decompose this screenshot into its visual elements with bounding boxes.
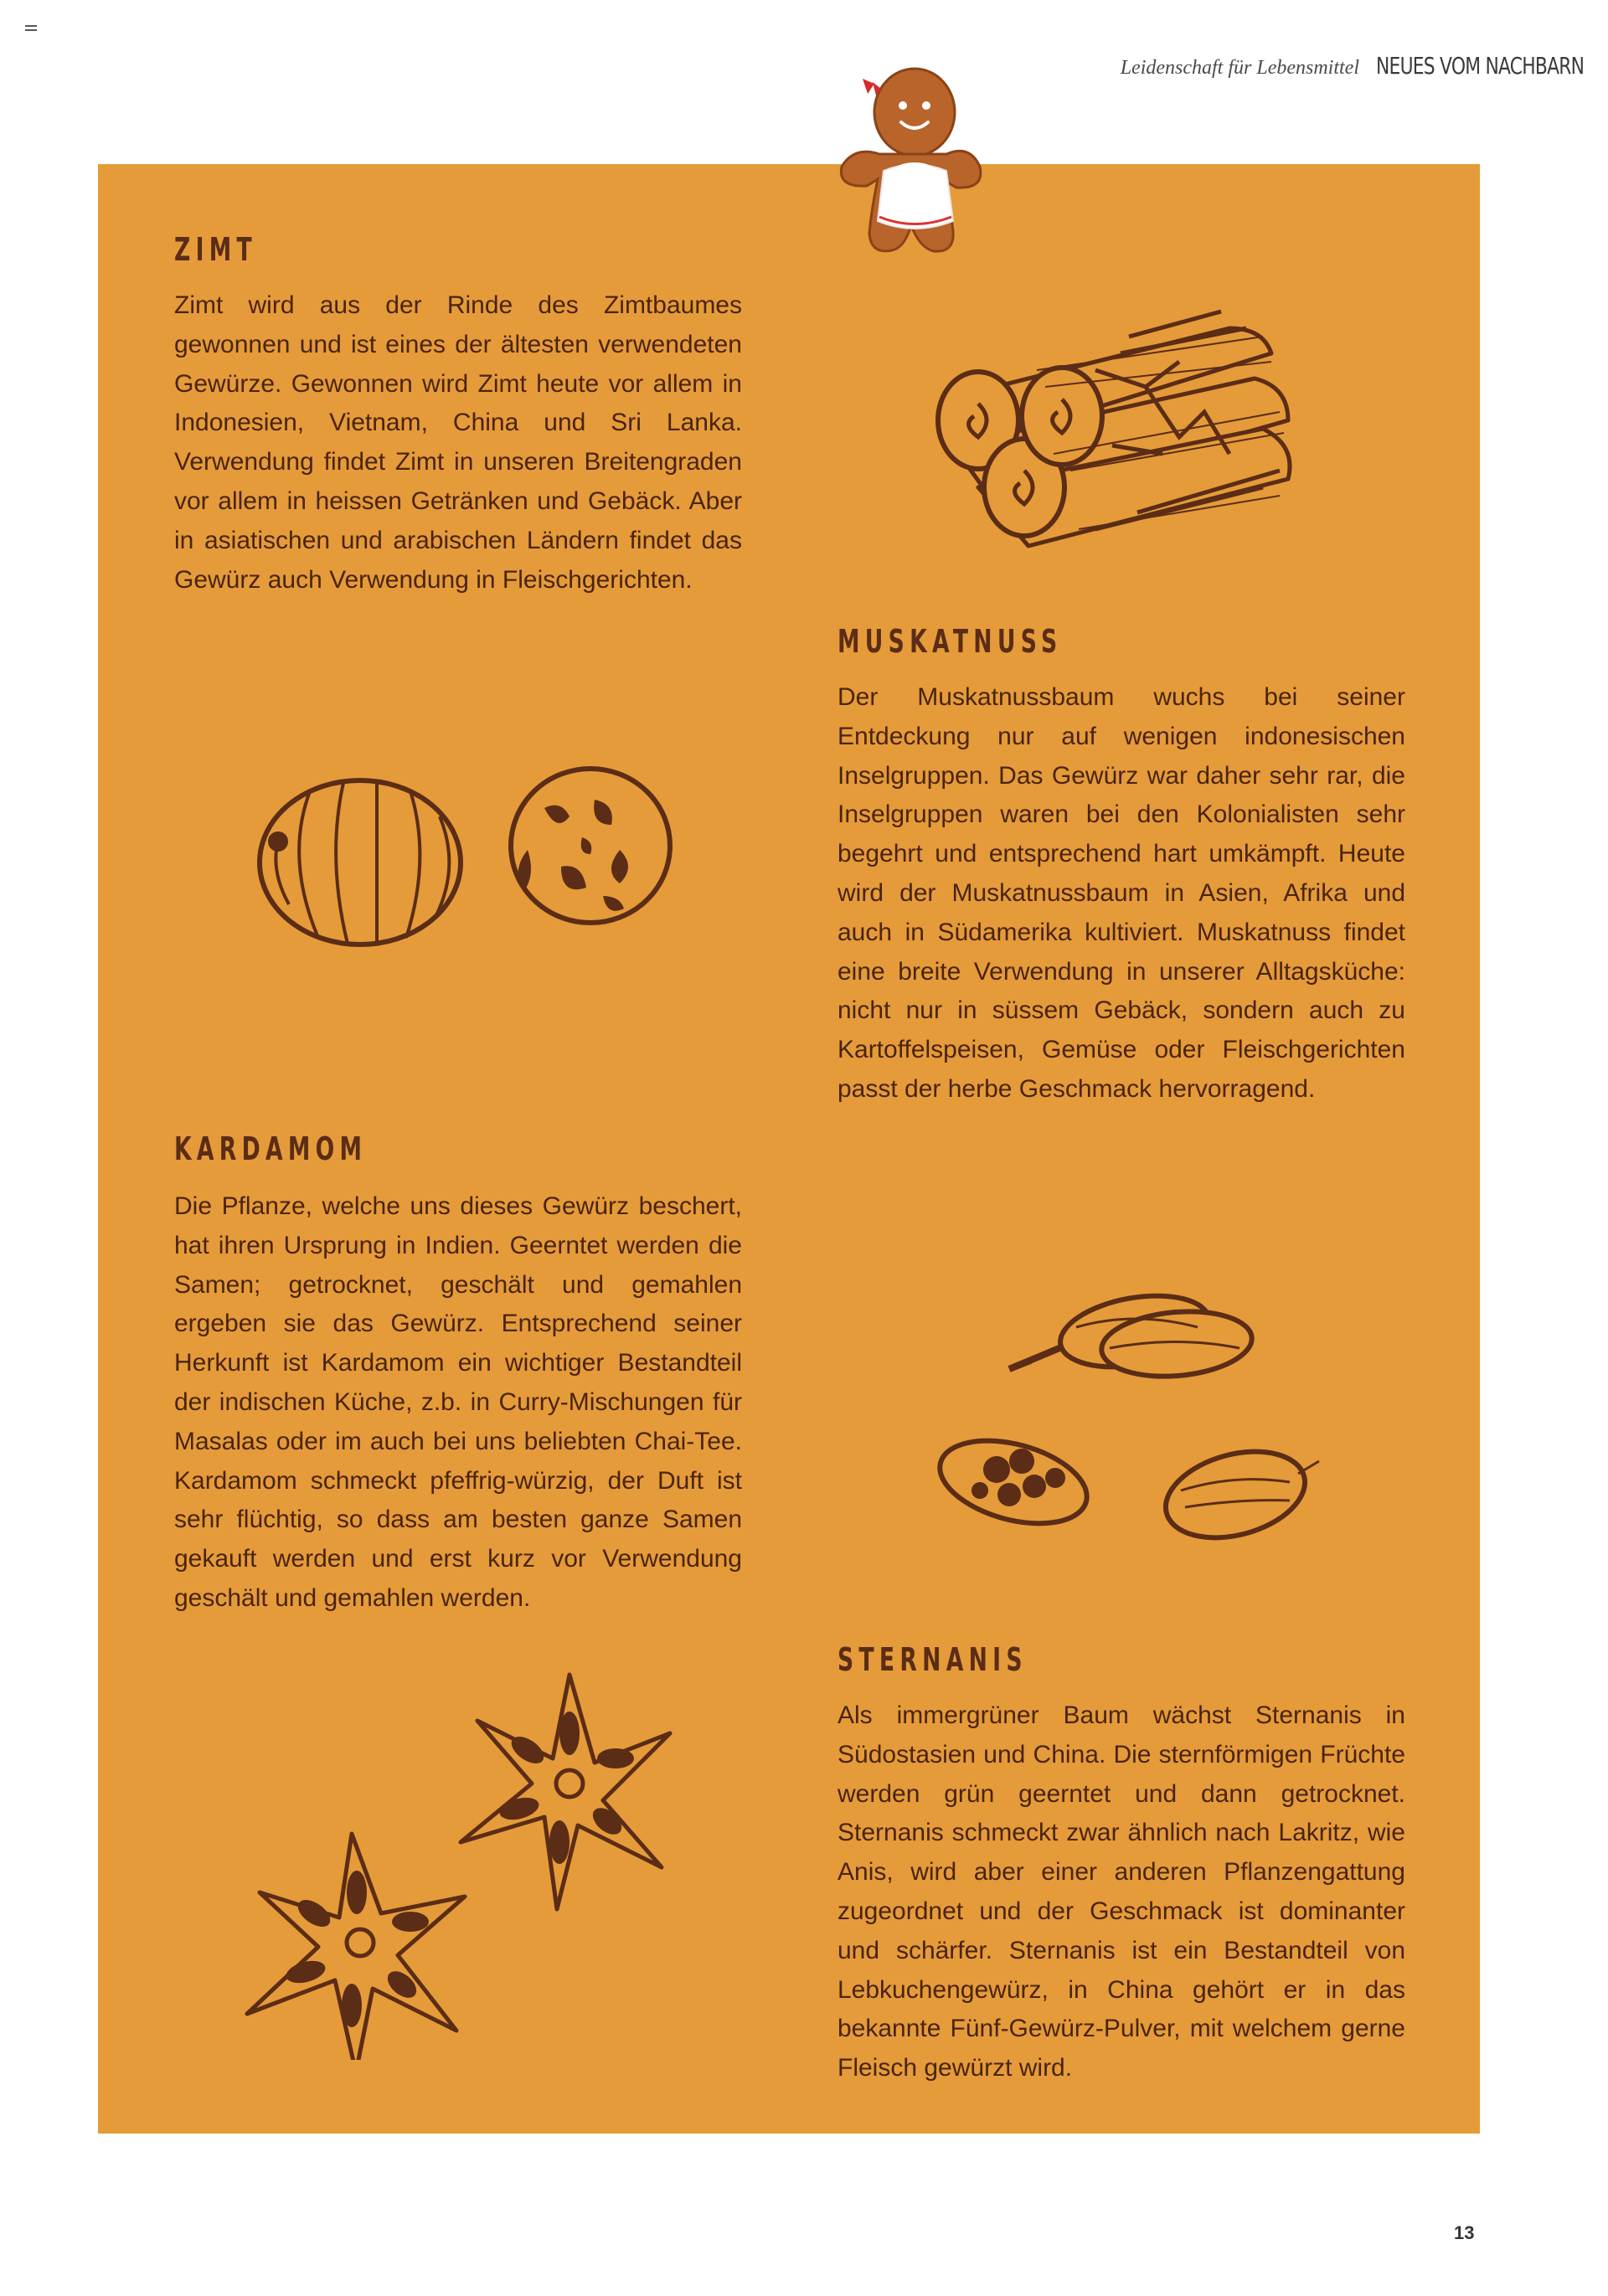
muskatnuss-text: Der Muskatnussbaum wuchs bei seiner Entdeckung nur auf wenigen indonesischen Inselgruppen. Das Gewürz war daher sehr rar, die Inselgruppen waren bei den Kolonialisten sehr begehrt und entsprechend hart umkämpft. Heute wird der Muskatnussbaum in Asien, Afrika und auch in Südamerika kultiviert. Muskatnuss findet eine breite Verwendung in unserer Alltagsküche: nicht nur in süssem Gebäck, sondern auch zu Kartoffelspeisen, Gemüse oder Fleischgerichten passt der herbe Geschmack hervorragend. — [838, 683, 1405, 1103]
kardamom-text: Die Pflanze, welche uns dieses Gewürz beschert, hat ihren Ursprung in Indien. Geerntet werden die Samen; getrocknet, geschält und gemahlen ergeben sie das Gewürz. Entsprechend seiner Herkunft ist Kardamom ein wichtiger Bestandteil der indischen Küche, z.b. in Curry-Mischungen für Masalas oder im auch bei uns beliebten Chai-Tee. Kardamom schmeckt pfeffrig-würzig, der Duft ist sehr flüchtig, so dass am besten ganze Samen gekauft werden und erst kurz vor Verwendung geschält und gemahlen werden. — [174, 1192, 742, 1612]
kardamom-title: KARDAMOM — [174, 1130, 368, 1167]
header-tagline: Leidenschaft für Lebensmittel — [1120, 57, 1359, 79]
page-number: 13 — [1454, 2222, 1475, 2243]
sternanis-text: Als immergrüner Baum wächst Sternanis in Südostasien und China. Die sternförmigen Früchte werden grün geerntet und dann getrocknet. Sternanis schmeckt zwar ähnlich nach Lakritz, wie Anis, wird aber einer anderen Pflanzengattung zugeordnet und der Geschmack ist dominanter und schärfer. Sternanis ist ein Bestandteil von Lebkuchengewürz, in China gehört er in das bekannte Fünf-Gewürz-Pulver, mit welchem gerne Fleisch gewürzt wird. — [838, 1701, 1405, 2082]
cinnamon-sticks-illustration — [928, 278, 1347, 563]
brand-logo: NEUES VOM NACHBARN — [1376, 52, 1585, 80]
cardamom-pods-illustration — [930, 1281, 1323, 1549]
muskatnuss-title: MUSKATNUSS — [838, 623, 1063, 660]
zimt-title: ZIMT — [174, 231, 258, 268]
nutmeg-illustration — [251, 758, 687, 950]
zimt-text: Zimt wird aus der Rinde des Zimtbaumes gewonnen und ist eines der ältesten verwendeten Gewürze. Gewonnen wird Zimt heute vor allem in Indonesien, Vietnam, China und Sri Lanka. Verwendung findet Zimt in unseren Breitengraden vor allem in heissen Getränken und Gebäck. Aber in asiatischen und arabischen Ländern findet das Gewürz auch Verwendung in Fleischgerichten. — [174, 291, 742, 594]
star-anise-illustration — [234, 1658, 704, 2060]
menu-icon[interactable] — [25, 25, 37, 35]
sternanis-title: STERNANIS — [838, 1641, 1028, 1678]
page-header — [1120, 52, 1585, 80]
gingerbread-man-illustration — [821, 54, 1005, 263]
